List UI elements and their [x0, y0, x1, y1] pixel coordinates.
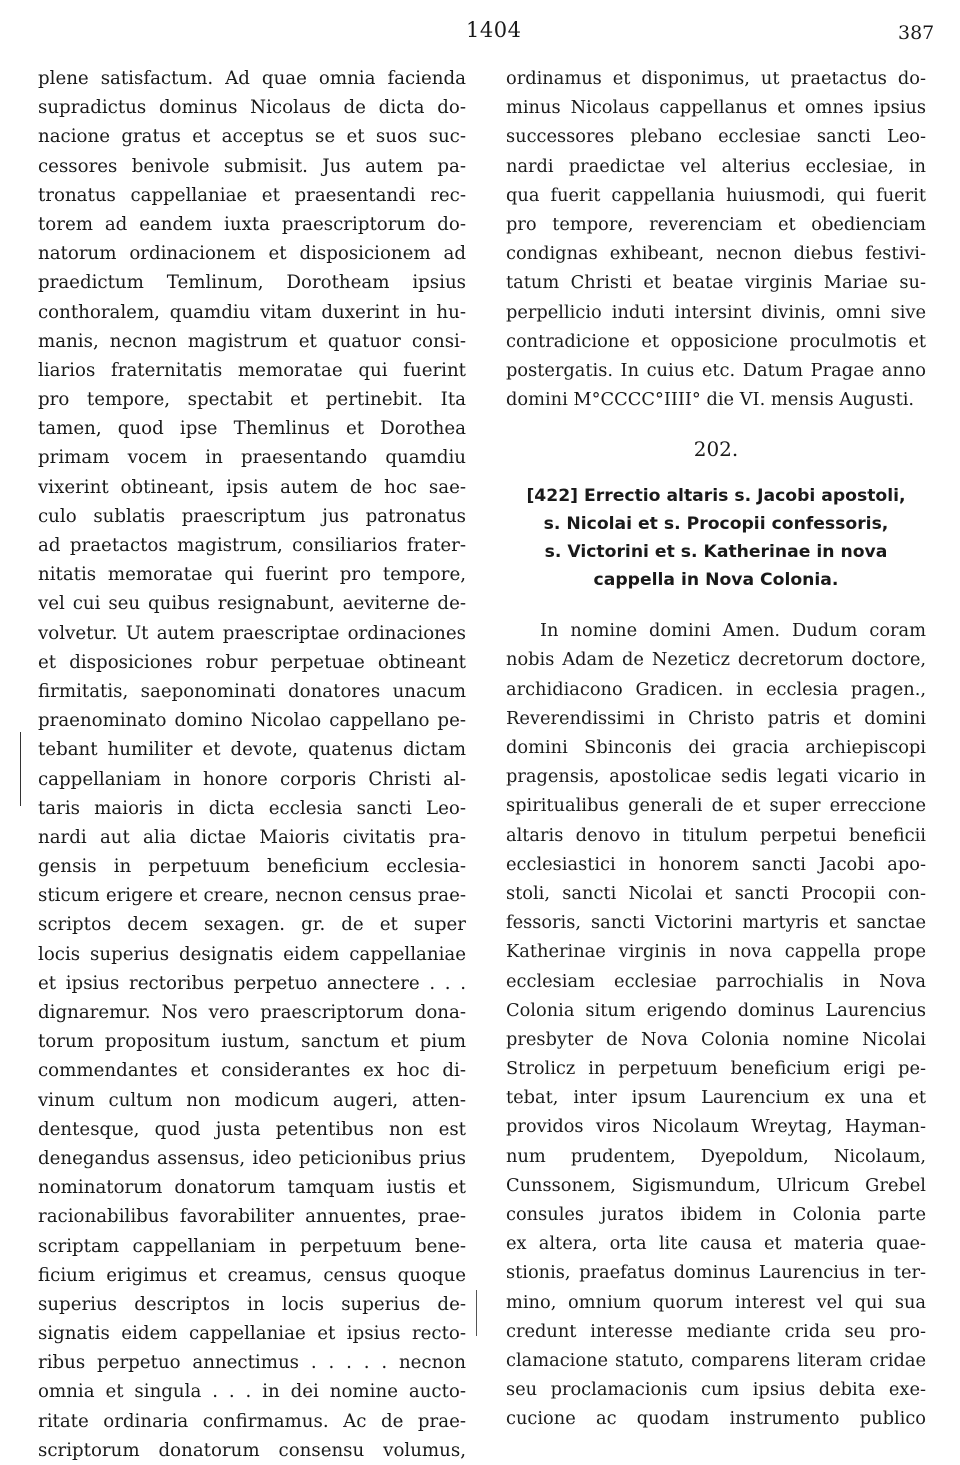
text-line: tebant humiliter et devote, quatenus dictam [38, 739, 466, 761]
text-line: spiritualibus generali de et super erreccione [506, 795, 926, 817]
text-line: domini Sbinconis dei gracia archiepiscopi [506, 737, 926, 758]
text-line: Colonia situm erigendo dominus Laurencius [506, 999, 926, 1021]
text-line: In nomine domini Amen. Dudum coram [540, 620, 926, 642]
text-line: nardi aut alia dictae Maioris civitatis pra- [38, 826, 466, 848]
text-line: dentesque, quod justa petentibus non est [38, 1118, 466, 1140]
text-line: dignaremur. Nos vero praescriptorum dona- [38, 1002, 466, 1023]
text-line: tamen, quod ipse Themlinus et Dorothea [38, 418, 466, 440]
text-line: nardi praedictae vel alterius ecclesiae, in [506, 155, 926, 177]
document-body [506, 616, 926, 1433]
text-line: seu proclamacionis cum ipsius debita exe- [506, 1379, 926, 1401]
text-line: num prudentem, Dyepoldum, Nicolaum, [506, 1145, 926, 1167]
text-line: gensis in perpetuum beneficium ecclesia- [38, 856, 466, 878]
text-line: vel cui seu quibus resignabunt, aeviterne de- [38, 593, 466, 615]
page-number: 387 [898, 22, 935, 44]
text-line: credunt interesse mediante crida seu pro- [506, 1320, 926, 1342]
text-line: et disposiciones robur perpetuae obtineant [38, 651, 466, 673]
text-line: culo sublatis praescriptum jus patronatus [38, 505, 466, 527]
text-line: plene satisfactum. Ad quae omnia facienda [38, 68, 466, 89]
title-line: s. Nicolai et s. Procopii confessoris, [543, 514, 889, 535]
text-line: nitatis memoratae qui fuerint pro tempore, [38, 564, 466, 586]
text-line: stoli, sancti Nicolai et sancti Procopii con- [506, 882, 926, 904]
text-line: scriptos decem sexagen. gr. de et super [38, 914, 466, 936]
text-line: sticum erigere et creare, necnon census prae- [38, 885, 466, 907]
text-line: superius descriptos in locis superius de- [38, 1293, 466, 1315]
text-line: cappellaniam in honore corporis Christi al- [38, 768, 466, 790]
text-line: praedictum Temlinum, Dorotheam ipsius [38, 272, 466, 294]
text-line: qua fuerit cappellania huiusmodi, qui fuerit [506, 184, 926, 206]
text-line: locis superius designatis eidem cappellaniae [38, 943, 466, 965]
text-line: domini M°CCCC°IIII° die VI. mensis Augusti. [506, 389, 915, 411]
text-line: pragensis, apostolicae sedis legati vicario in [506, 766, 926, 788]
right-text-column [506, 64, 926, 1434]
title-line: s. Victorini et s. Katherinae in nova [544, 542, 888, 563]
text-line: Reverendissimi in Christo patris et domini [506, 707, 926, 729]
text-line: fessoris, sancti Victorini martyris et sanctae [506, 912, 926, 934]
text-line: volvetur. Ut autem praescriptae ordinaciones [38, 622, 466, 644]
text-line: nobis Adam de Nezeticz decretorum doctore, [506, 649, 926, 671]
text-line: supradictus dominus Nicolaus de dicta do- [38, 97, 466, 119]
text-line: racionabilibus favorabiliter annuentes, prae- [38, 1206, 466, 1228]
document-number: 202. [693, 437, 739, 462]
text-line: ex altera, orta lite causa et materia quae- [506, 1233, 926, 1255]
text-line: mino, omnium quorum interest vel qui sua [506, 1291, 926, 1313]
text-line: ritate ordinaria confirmamus. Ac de prae- [38, 1410, 466, 1432]
text-line: tebat, inter ipsum Laurencium ex una et [506, 1087, 926, 1109]
text-line: pro tempore, reverenciam et obedienciam [506, 213, 926, 235]
text-line: stionis, praefatus dominus Laurencius in ter- [506, 1262, 926, 1284]
text-line: condignas exhibeant, necnon diebus festivi- [506, 243, 926, 265]
text-line: ordinamus et disponimus, ut praetactus do- [506, 68, 926, 89]
text-line: scriptam cappellaniam in perpetuum bene- [38, 1235, 466, 1257]
text-line: archidiacono Gradicen. in ecclesia pragen., [506, 678, 926, 700]
text-line: liarios fraternitatis memoratae qui fuerint [38, 359, 466, 381]
text-line: minus Nicolaus cappellanus et omnes ipsius [506, 97, 926, 119]
text-line: taris maioris in dicta ecclesia sancti Leo- [38, 797, 466, 819]
text-line: nominatorum donatorum tamquam iustis et [38, 1177, 466, 1199]
text-line: denegandus assensus, ideo peticionibus prius [38, 1147, 466, 1169]
text-line: cessores benivole submisit. Jus autem pa- [38, 155, 466, 177]
text-line: presbyter de Nova Colonia nomine Nicolai [506, 1028, 926, 1050]
text-line: Strolicz in perpetuum beneficium erigi pe- [506, 1058, 926, 1080]
text-line: pro tempore, spectabit et pertinebit. Ita [38, 389, 466, 411]
text-line: tatum Christi et beatae virginis Mariae su- [506, 272, 926, 294]
text-line: cucione ac quodam instrumento publico [506, 1408, 926, 1430]
right-column-continuation [506, 64, 926, 414]
text-line: vixerint obtineant, ipsis autem de hoc sae- [38, 476, 466, 498]
text-line: ad praetactos magistrum, consiliarios frater- [38, 535, 466, 556]
text-line: manis, necnon magistrum et quatuor consi- [38, 330, 466, 352]
page-header-year: 1404 [466, 18, 522, 42]
text-line: natorum ordinacionem et disposicionem ad [38, 243, 466, 265]
column-divider-mark [476, 1290, 477, 1336]
text-line: scriptorum donatorum consensu volumus, [38, 1439, 466, 1461]
text-line: ficium erigimus et creamus, census quoque [38, 1264, 466, 1286]
text-line: conthoralem, quamdiu vitam duxerint in hu- [38, 301, 466, 323]
text-line: firmitatis, saeponominati donatores unacum [38, 680, 466, 702]
text-line: tronatus cappellaniae et praesentandi rec- [38, 184, 466, 206]
document-title [506, 482, 926, 594]
text-line: vinum cultum non modicum augeri, atten- [38, 1089, 466, 1111]
text-line: consules juratos ibidem in Colonia parte [506, 1204, 926, 1225]
text-line: contradicione et opposicione proculmotis et [506, 330, 926, 352]
text-line: ecclesiam ecclesiae parrochialis in Nova [506, 970, 926, 992]
text-line: Katherinae virginis in nova cappella prope [506, 941, 926, 963]
text-line: successores plebano ecclesiae sancti Leo- [506, 126, 926, 148]
left-text-column [38, 64, 466, 1465]
text-line: commendantes et considerantes ex hoc di- [38, 1060, 466, 1082]
text-line: primam vocem in praesentando quamdiu [38, 447, 466, 469]
text-line: omnia et singula . . . in dei nomine aucto- [38, 1381, 466, 1403]
margin-line-mark [20, 732, 21, 806]
title-line: [422] Errectio altaris s. Jacobi apostoli, [526, 486, 906, 507]
title-line: cappella in Nova Colonia. [593, 570, 839, 591]
text-line: ecclesiastici in honorem sancti Jacobi apo- [506, 853, 926, 875]
text-line: perpellicio induti intersint divinis, omni sive [506, 301, 926, 323]
text-line: providos viros Nicolaum Wreytag, Hayman- [506, 1116, 926, 1138]
text-line: postergatis. In cuius etc. Datum Pragae anno [506, 359, 926, 381]
text-line: torem ad eandem iuxta praescriptorum do- [38, 213, 466, 235]
text-line: torum propositum iustum, sanctum et pium [38, 1031, 466, 1053]
text-line: signatis eidem cappellaniae et ipsius recto- [38, 1323, 466, 1345]
text-line: ribus perpetuo annectimus . . . . . necnon [38, 1352, 466, 1374]
text-line: Cunssonem, Sigismundum, Ulricum Grebel [506, 1174, 926, 1196]
text-line: nacione gratus et acceptus se et suos suc- [38, 126, 466, 148]
text-line: altaris denovo in titulum perpetui beneficii [506, 824, 926, 846]
text-line: et ipsius rectoribus perpetuo annectere . . . [38, 972, 466, 994]
text-line: clamacione statuto, comparens literam cridae [506, 1349, 926, 1371]
text-line: praenominato domino Nicolao cappellano pe- [38, 710, 466, 732]
